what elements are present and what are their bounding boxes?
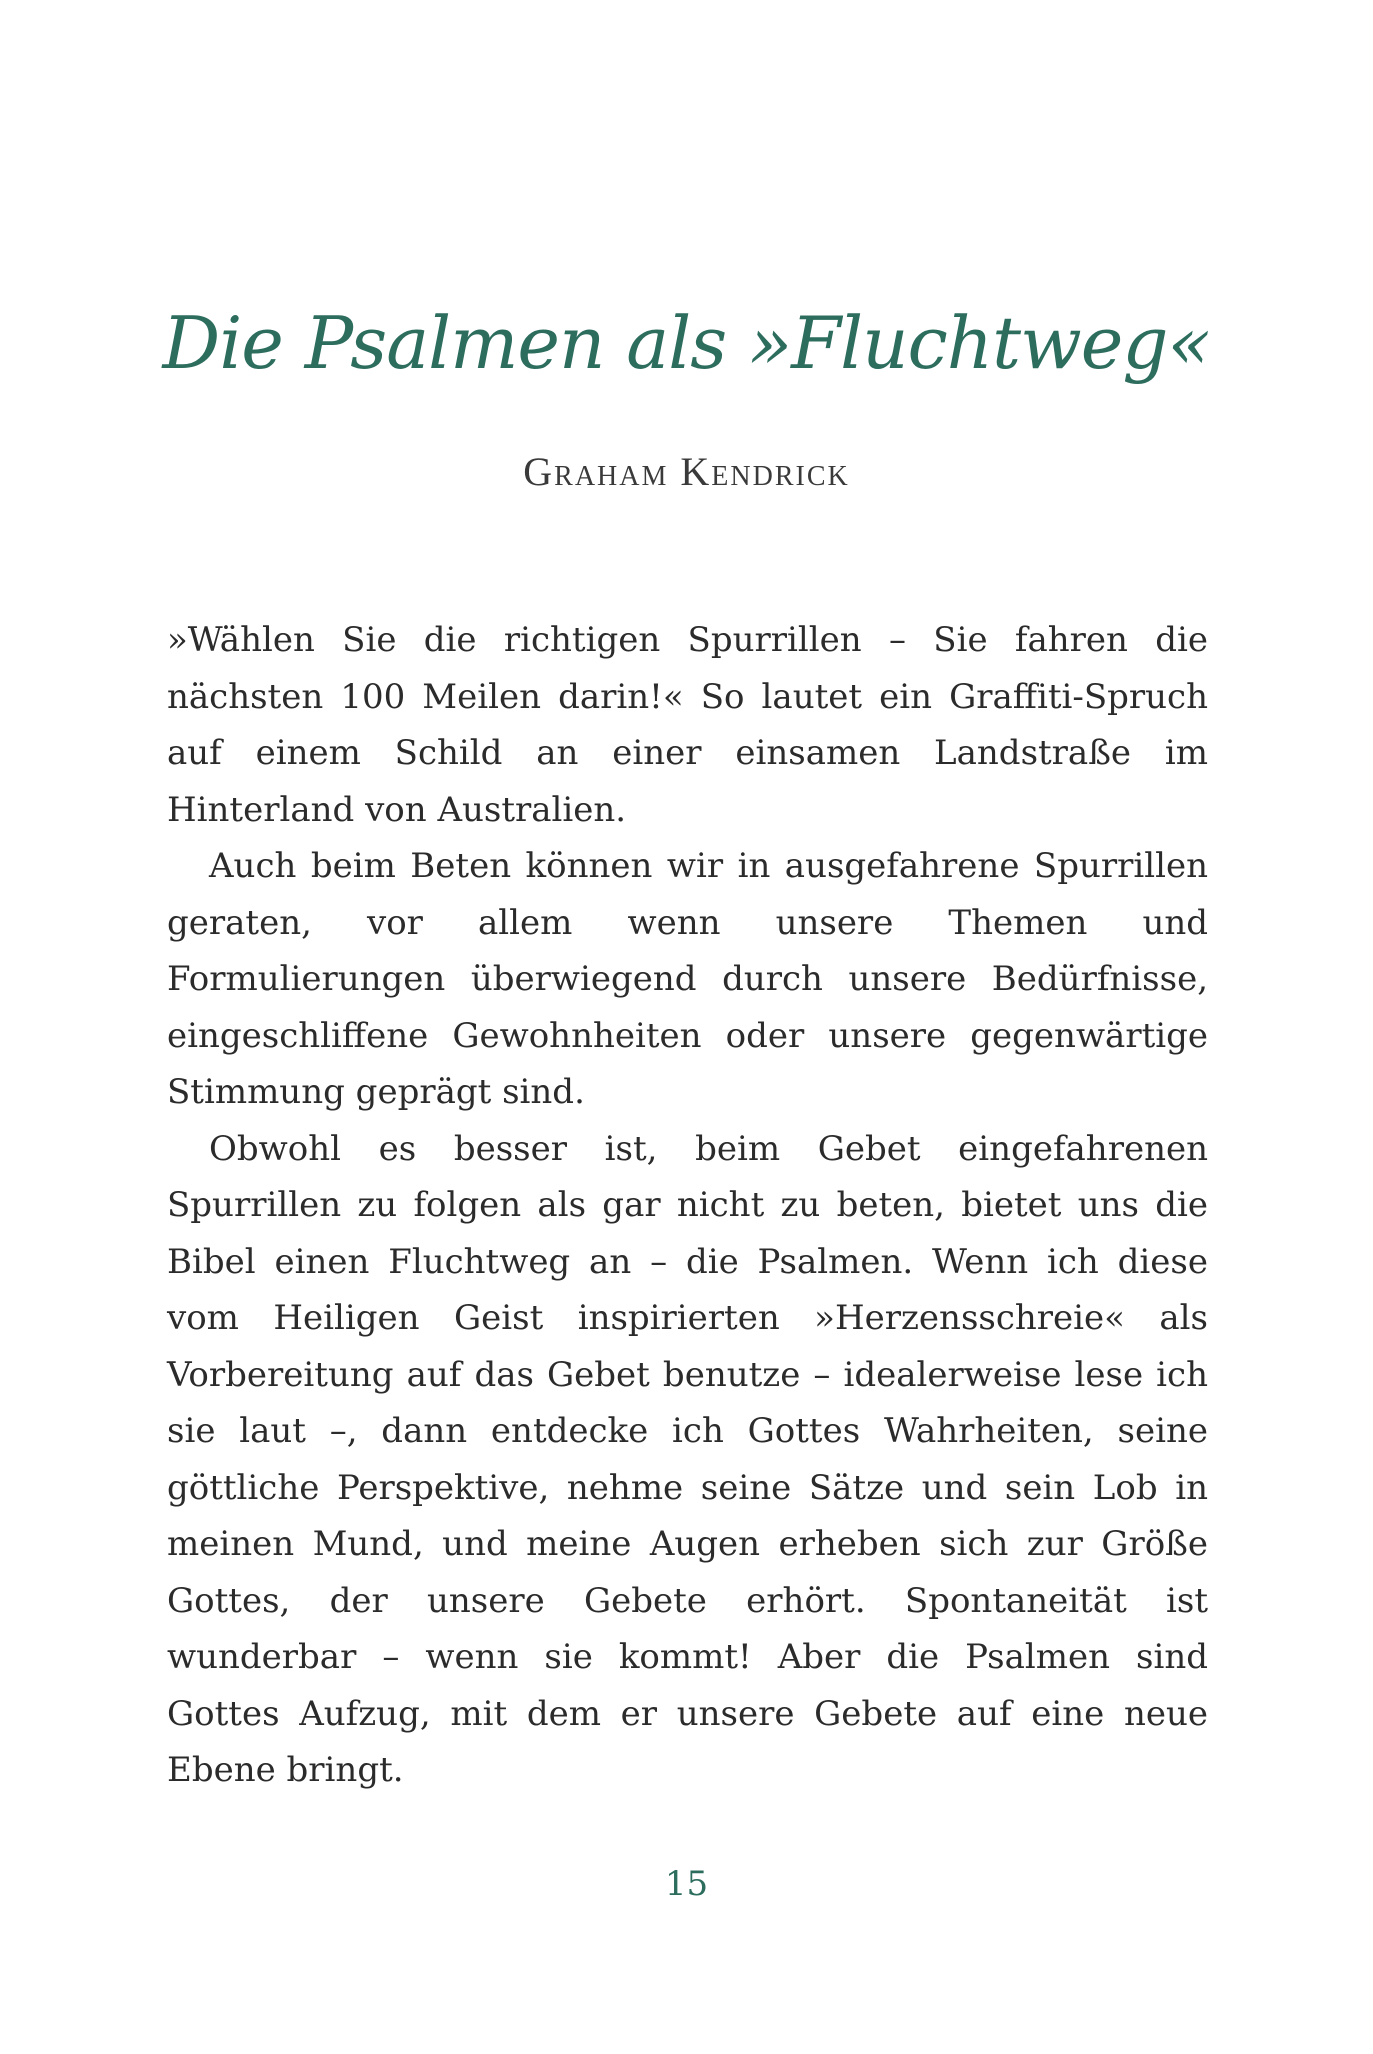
paragraph: Obwohl es besser ist, beim Gebet eingefahrenen Spurrillen zu folgen als gar nicht zu beten, bietet uns die Bibel einen Fluchtweg an – die Psalmen. Wenn ich diese vom Heiligen Geist inspirierten »Herzensschreie« als Vorbereitung auf das Gebet benutze – idealerweise lese ich sie laut –, dann entdecke ich Gottes Wahrheiten, seine göttliche Perspektive, nehme seine Sätze und sein Lob in meinen Mund, und meine Augen erheben sich zur Größe Gottes, der unsere Gebete erhört. Spontaneität ist wunderbar – wenn sie kommt! Aber die Psalmen sind Gottes Aufzug, mit dem er unsere Gebete auf eine neue Ebene bringt. — [167, 1128, 1208, 1790]
page-number: 15 — [664, 1864, 709, 1904]
chapter-title: Die Psalmen als »Fluchtweg« — [162, 301, 1211, 385]
paragraph: »Wählen Sie die richtigen Spurrillen – Sie fahren die nächsten 100 Meilen darin!« So lautet ein Graffiti-Spruch auf einem Schild an einer einsamen Landstraße im Hinterland von Australien. — [167, 620, 1208, 830]
chapter-author: Graham Kendrick — [523, 449, 850, 494]
body-text — [167, 612, 1208, 1799]
paragraph: Auch beim Beten können wir in ausgefahrene Spurrillen geraten, vor allem wenn unsere Themen und Formulierungen überwiegend durch unsere Bedürfnisse, eingeschliffene Gewohnheiten oder unsere gegenwärtige Stimmung geprägt sind. — [167, 846, 1208, 1112]
